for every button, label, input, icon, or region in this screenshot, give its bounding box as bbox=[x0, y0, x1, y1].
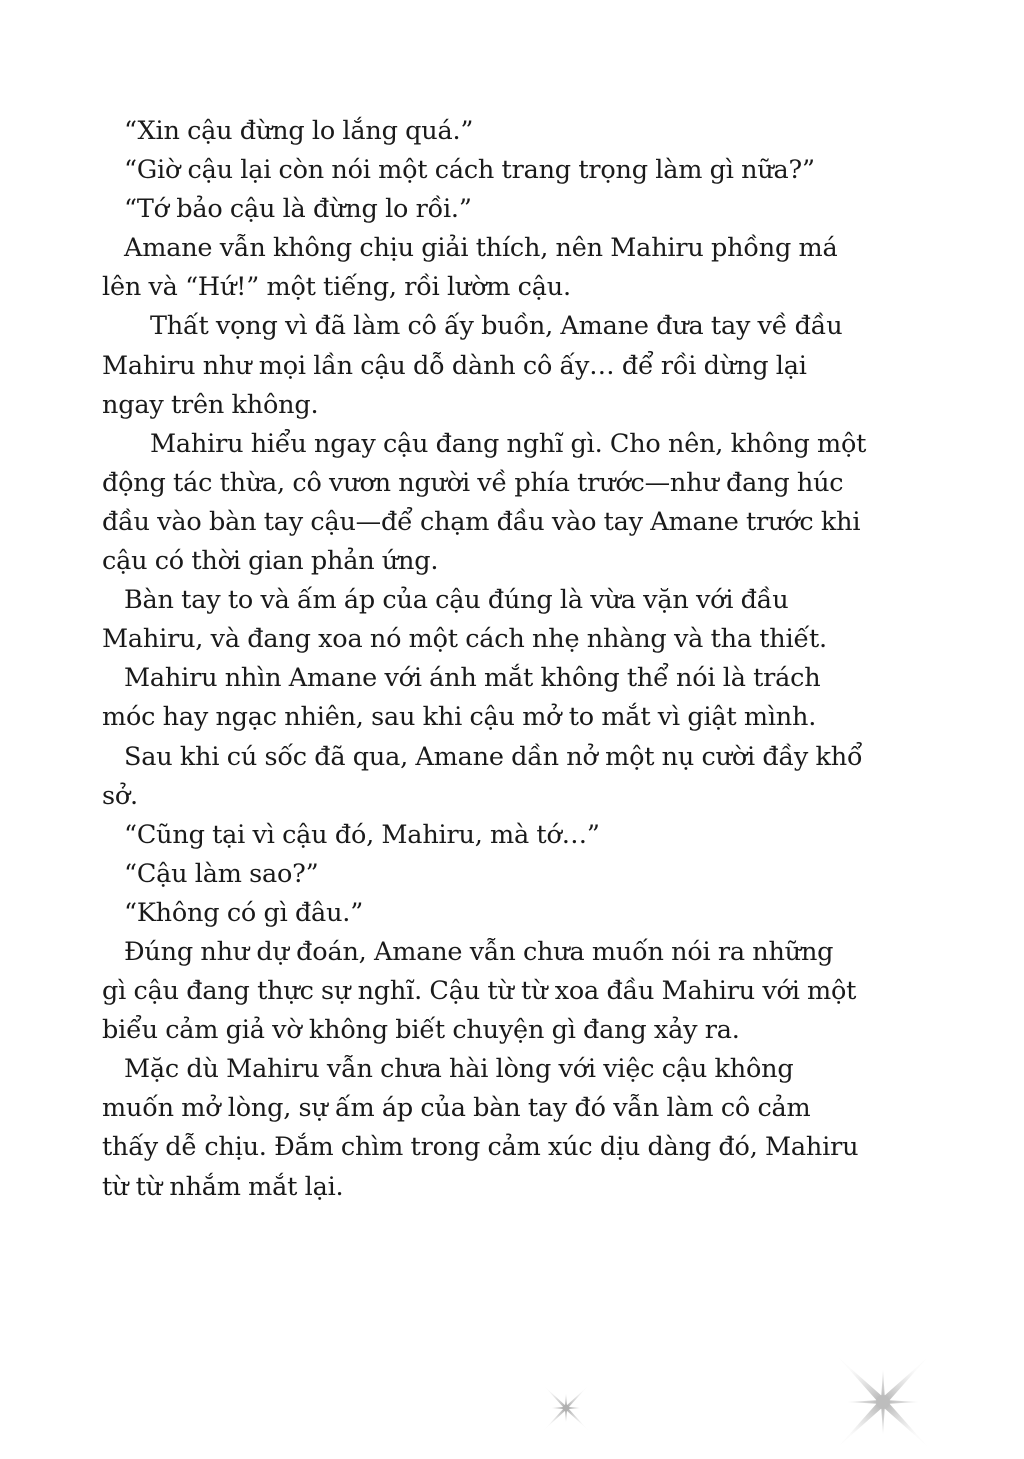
text-line: Mahiru nhìn Amane với ánh mắt không thể nói là trách bbox=[124, 663, 821, 694]
small-sparkle-icon bbox=[541, 1383, 591, 1433]
text-line: Thất vọng vì đã làm cô ấy buồn, Amane đưa tay về đầu bbox=[150, 311, 843, 342]
text-line: động tác thừa, cô vươn người về phía trước—như đang húc bbox=[102, 467, 844, 498]
page-body-text bbox=[102, 112, 932, 1207]
text-line: “Không có gì đâu.” bbox=[124, 897, 364, 928]
text-line: lên và “Hứ!” một tiếng, rồi lườm cậu. bbox=[102, 272, 571, 303]
text-line: Sau khi cú sốc đã qua, Amane dần nở một nụ cười đầy khổ bbox=[124, 741, 863, 772]
text-line: sở. bbox=[102, 780, 138, 811]
text-line: Mahiru hiểu ngay cậu đang nghĩ gì. Cho nên, không một bbox=[150, 428, 867, 459]
text-line: thấy dễ chịu. Đắm chìm trong cảm xúc dịu dàng đó, Mahiru bbox=[102, 1132, 859, 1163]
text-line: Amane vẫn không chịu giải thích, nên Mahiru phồng má bbox=[124, 233, 838, 264]
text-line: từ từ nhắm mắt lại. bbox=[102, 1171, 344, 1202]
text-line: “Xin cậu đừng lo lắng quá.” bbox=[124, 116, 474, 146]
text-line: Đúng như dự đoán, Amane vẫn chưa muốn nói ra những bbox=[124, 936, 834, 967]
text-line: Mahiru như mọi lần cậu dỗ dành cô ấy… để rồi dừng lại bbox=[102, 350, 807, 381]
text-line: móc hay ngạc nhiên, sau khi cậu mở to mắt vì giật mình. bbox=[102, 702, 817, 733]
text-line: Bàn tay to và ấm áp của cậu đúng là vừa vặn với đầu bbox=[124, 585, 789, 616]
text-line: muốn mở lòng, sự ấm áp của bàn tay đó vẫn làm cô cảm bbox=[102, 1093, 811, 1124]
text-line: Mặc dù Mahiru vẫn chưa hài lòng với việc cậu không bbox=[124, 1054, 794, 1085]
text-line: “Cũng tại vì cậu đó, Mahiru, mà tớ…” bbox=[124, 819, 600, 850]
text-line: “Giờ cậu lại còn nói một cách trang trọng làm gì nữa?” bbox=[124, 155, 815, 186]
text-line: biểu cảm giả vờ không biết chuyện gì đang xảy ra. bbox=[102, 1015, 740, 1046]
text-line: ngay trên không. bbox=[102, 389, 319, 420]
text-line: cậu có thời gian phản ứng. bbox=[102, 546, 439, 577]
text-line: “Tớ bảo cậu là đừng lo rồi.” bbox=[124, 194, 472, 225]
large-sparkle-icon bbox=[836, 1355, 930, 1449]
text-line: “Cậu làm sao?” bbox=[124, 858, 319, 889]
text-line: Mahiru, và đang xoa nó một cách nhẹ nhàng và tha thiết. bbox=[102, 624, 827, 655]
text-line: gì cậu đang thực sự nghĩ. Cậu từ từ xoa đầu Mahiru với một bbox=[102, 976, 857, 1007]
text-line: đầu vào bàn tay cậu—để chạm đầu vào tay Amane trước khi bbox=[102, 506, 861, 537]
